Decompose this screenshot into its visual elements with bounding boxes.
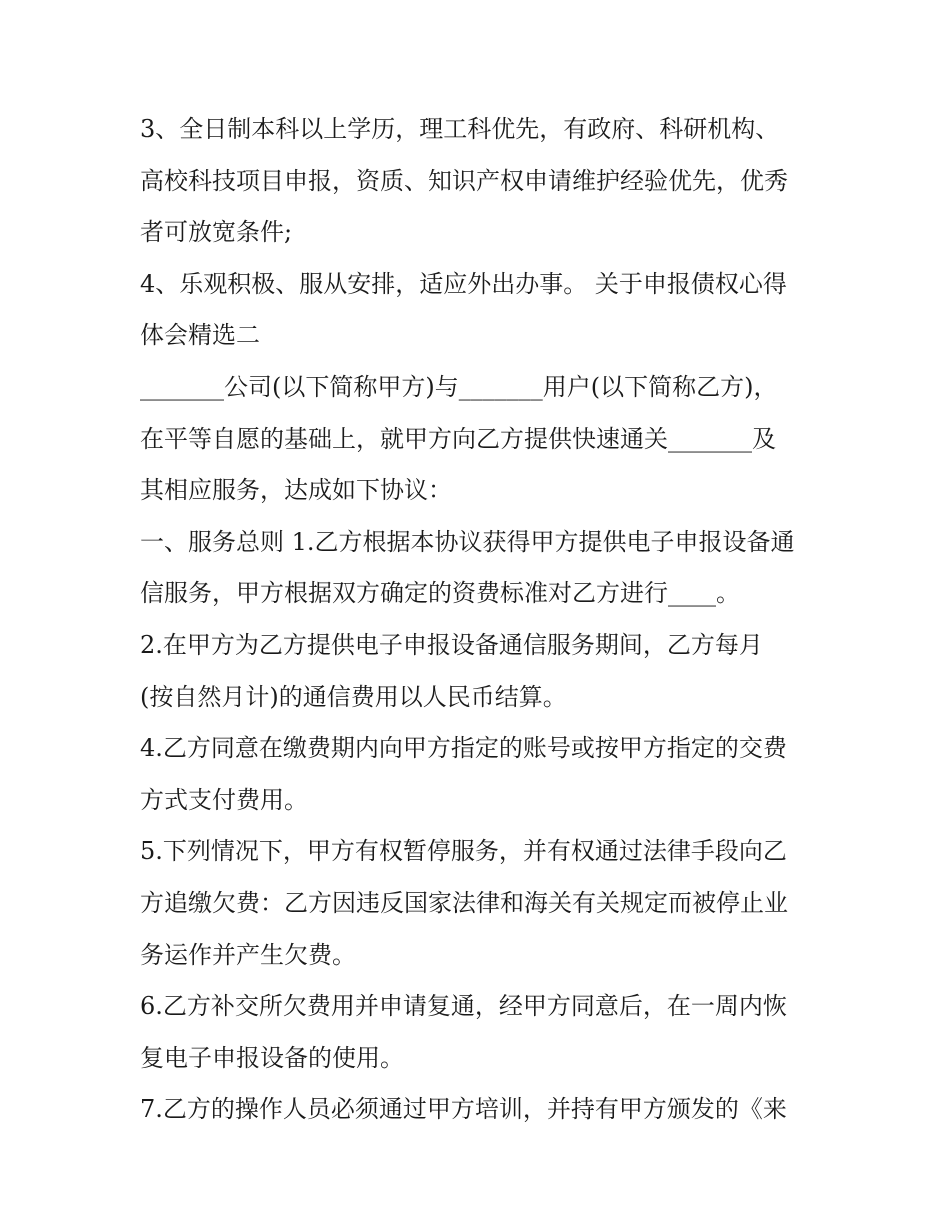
text-line-13: 4.乙方同意在缴费期内向甲方指定的账号或按甲方指定的交费 xyxy=(140,734,787,763)
text-line-20: 7.乙方的操作人员必须通过甲方培训，并持有甲方颁发的《来 xyxy=(140,1095,787,1124)
text-line-1: 3、全日制本科以上学历，理工科优先，有政府、科研机构、 xyxy=(140,115,780,143)
text-line-14: 方式支付费用。 xyxy=(140,785,308,814)
text-line-18: 6.乙方补交所欠费用并申请复通，经甲方同意后，在一周内恢 xyxy=(140,992,787,1021)
text-line-12: (按自然月计)的通信费用以人民币结算。 xyxy=(140,682,567,711)
text-line-7: 在平等自愿的基础上，就甲方向乙方提供快速通关_______及 xyxy=(140,424,776,453)
document-body xyxy=(140,104,820,1136)
text-line-16: 方追缴欠费：乙方因违反国家法律和海关有关规定而被停止业 xyxy=(140,888,788,917)
text-line-10: 信服务，甲方根据双方确定的资费标准对乙方进行____。 xyxy=(140,579,740,608)
text-line-15: 5.下列情况下，甲方有权暂停服务，并有权通过法律手段向乙 xyxy=(140,837,787,866)
text-line-11: 2.在甲方为乙方提供电子申报设备通信服务期间，乙方每月 xyxy=(140,630,763,659)
text-line-2: 高校科技项目申报，资质、知识产权申请维护经验优先，优秀 xyxy=(140,166,788,195)
text-line-5: 体会精选二 xyxy=(140,321,260,350)
text-line-8: 其相应服务，达成如下协议： xyxy=(140,476,452,505)
text-line-3: 者可放宽条件; xyxy=(140,218,293,247)
text-line-19: 复电子申报设备的使用。 xyxy=(140,1043,404,1072)
text-line-17: 务运作并产生欠费。 xyxy=(140,940,356,969)
text-line-9: 一、服务总则 1.乙方根据本协议获得甲方提供电子申报设备通 xyxy=(140,527,795,556)
text-line-6: _______公司(以下简称甲方)与_______用户(以下简称乙方)， xyxy=(140,372,778,401)
text-line-4: 4、乐观积极、服从安排，适应外出办事。 关于申报债权心得 xyxy=(140,269,787,298)
